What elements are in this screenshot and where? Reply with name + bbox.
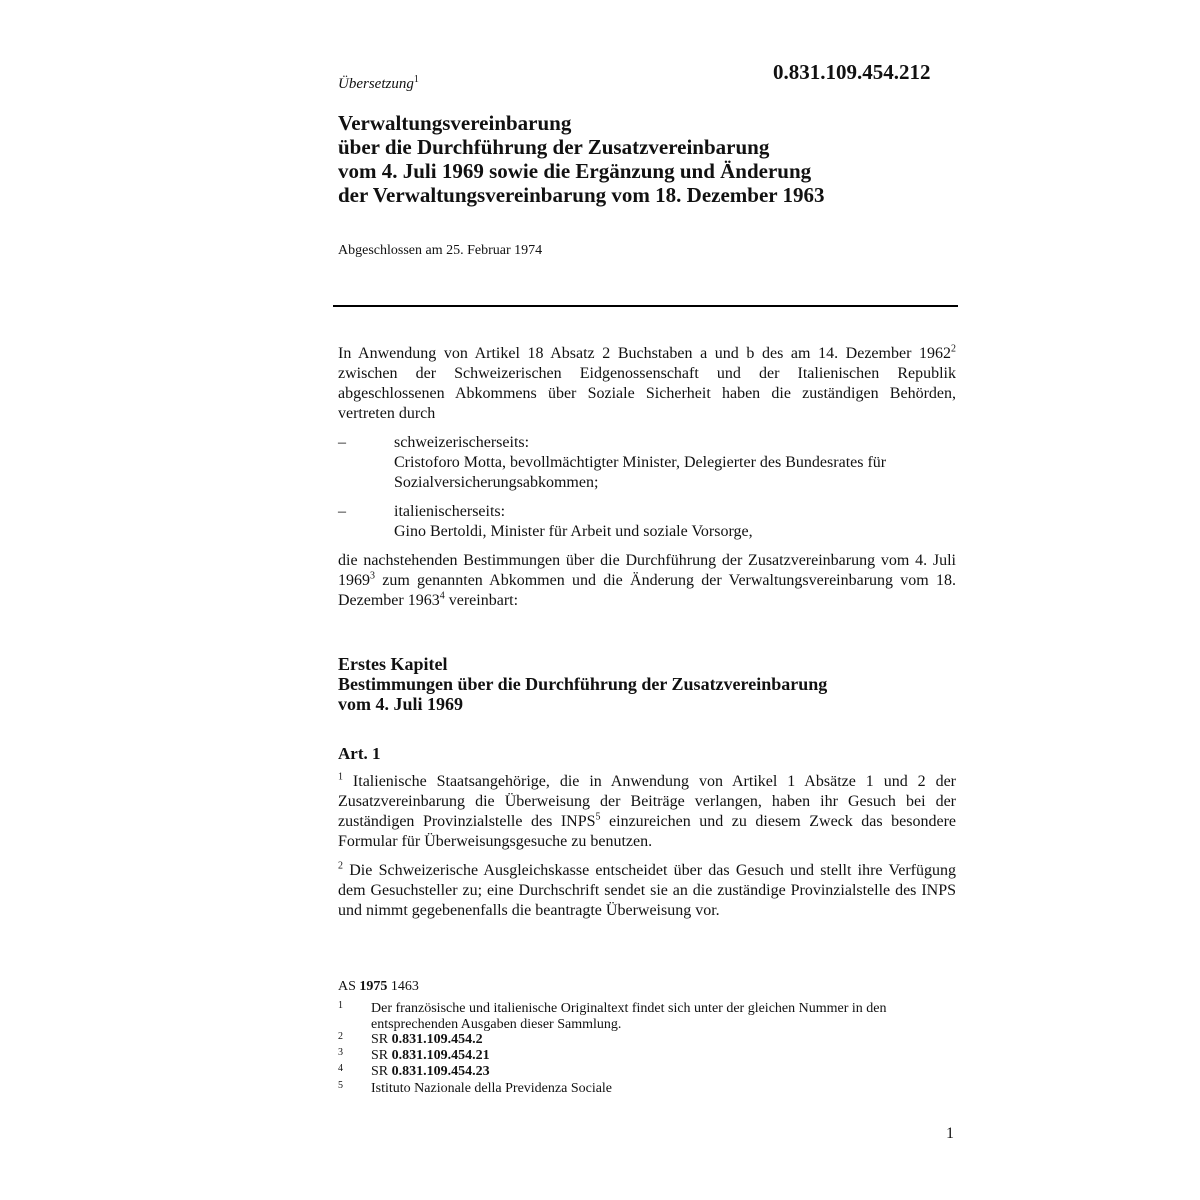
preamble-paragraph [338,344,956,424]
title-line: Verwaltungsvereinbarung [338,111,572,135]
sr-link[interactable]: 0.831.109.454.21 [391,1048,490,1063]
footnote-number: 2 [338,1031,343,1042]
party-side: schweizerischerseits: [394,434,530,451]
footnote-prefix: SR [371,1048,392,1063]
closing-text: zum genannten Abkommen und die Änderung der Verwaltungsvereinbarung vom 18. Dezember 1963 [338,572,956,609]
article-paragraph [338,772,956,852]
as-prefix: AS [338,979,360,994]
footnote-ref[interactable]: 2 [951,343,956,355]
footnote-text: Der französische und italienische Originaltext findet sich unter der gleichen Nummer in den entsprechenden Ausgaben dieser Sammlung. [371,1001,887,1032]
page-number: 1 [946,1125,954,1142]
sr-link[interactable]: 0.831.109.454.2 [391,1032,483,1047]
party-swiss [338,433,964,495]
footnote-number: 5 [338,1080,343,1091]
footnote-number: 1 [338,1000,343,1011]
footnote-number: 4 [338,1063,343,1074]
as-page: 1463 [387,979,419,994]
translation-label-text: Übersetzung [338,76,414,92]
preamble-text: zwischen der Schweizerischen Eidgenossenschaft und der Italienischen Republik abgeschlossenen Abkommens über Soziale Sicherheit haben die zuständigen Behörden, vertreten durch [338,365,956,422]
preamble-text: In Anwendung von Artikel 18 Absatz 2 Buchstaben a und b des am 14. Dezember 1962 [338,345,951,362]
paragraph-text: Italienische Staatsangehörige, die in Anwendung von Artikel 1 Absätze 1 und 2 der Zusatzvereinbarung die Überweisung der Beiträge verlangen, haben ihr Gesuch bei der zuständigen Provinzialstelle des INPS [338,773,956,830]
chapter-title-line: vom 4. Juli 1969 [338,694,464,714]
concluded-date: Abgeschlossen am 25. Februar 1974 [338,243,543,258]
closing-paragraph [338,551,956,611]
title-line: über die Durchführung der Zusatzvereinbarung [338,135,770,159]
sr-link[interactable]: 0.831.109.454.23 [391,1064,490,1079]
translation-label [338,74,419,93]
footnote-ref[interactable]: 4 [439,590,445,602]
dash-bullet: – [338,434,346,451]
dash-bullet: – [338,503,346,520]
party-side: italienischerseits: [394,503,506,520]
footnote-text: Istituto Nazionale della Previdenza Sociale [371,1081,613,1096]
footnote-ref[interactable]: 3 [370,570,375,582]
footnote-ref[interactable]: 1 [413,74,419,85]
paragraph-text: einzureichen und zu diesem Zweck das besondere Formular für Überweisungsgesuche zu benutzen. [338,813,956,850]
footnote-prefix: SR [371,1064,392,1079]
article-paragraph [338,861,956,921]
as-reference [338,979,419,995]
closing-text: vereinbart: [444,592,519,609]
footnote-prefix: SR [371,1032,392,1047]
footnote-ref[interactable]: 5 [595,811,601,823]
paragraph-number: 2 [338,860,343,872]
chapter-title-line: Bestimmungen über die Durchführung der Zusatzvereinbarung [338,674,828,694]
closing-text: die nachstehenden Bestimmungen über die Durchführung der Zusatzvereinbarung vom 4. Juli 1969 [338,552,956,589]
article-heading: Art. 1 [338,744,381,763]
footnote-number: 3 [338,1047,343,1058]
party-representative: Gino Bertoldi, Minister für Arbeit und soziale Vorsorge, [394,523,753,540]
chapter-label: Erstes Kapitel [338,654,448,674]
party-italian [338,502,964,544]
party-representative: Cristoforo Motta, bevollmächtigter Minister, Delegierter des Bundesrates für Sozialversicherungsabkommen; [394,454,887,491]
paragraph-number: 1 [338,771,343,783]
title-line: der Verwaltungsvereinbarung vom 18. Dezember 1963 [338,183,825,207]
chapter-heading [338,654,958,714]
paragraph-text: Die Schweizerische Ausgleichskasse entscheidet über das Gesuch und stellt ihre Verfügung dem Gesuchsteller zu; eine Durchschrift sendet sie an die zuständige Provinzialstelle des INPS und nimmt gegebenenfalls die beantragte Überweisung vor. [338,862,956,919]
title-line: vom 4. Juli 1969 sowie die Ergänzung und Änderung [338,159,812,183]
sr-number: 0.831.109.454.212 [773,60,931,84]
as-year: 1975 [359,979,388,994]
document-title [338,111,978,207]
separator-rule [333,305,958,307]
